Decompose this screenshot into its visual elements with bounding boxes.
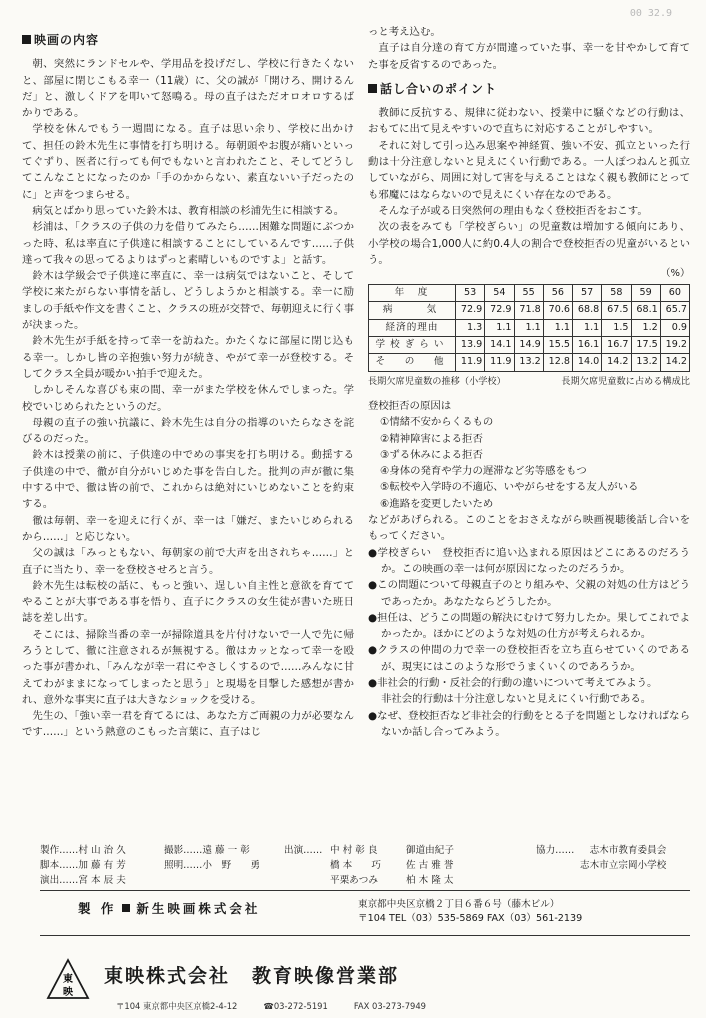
absence-stats-table [368,284,690,371]
table-caption-left: 長期欠席児童数の推移（小学校） [368,375,506,387]
credits-cast-2 [406,843,454,888]
left-column [22,26,354,741]
credit-line: 撮影……遠 藤 一 彰 [164,845,250,856]
distributor-contact: 〒104 東京都中央区京橋2-4-12 ☎03-272-5191 FAX 03-273-7949 [116,1001,427,1011]
table-value-cell: 12.8 [543,354,572,371]
table-value-cell: 1.3 [456,319,485,336]
cause-item: ⑤転校や入学時の不適応、いやがらせをする友人がいる [380,481,639,494]
table-value-cell: 14.2 [602,354,631,371]
table-value-cell: 15.5 [543,337,572,354]
table-value-cell: 1.1 [485,319,514,336]
toei-logo-icon [46,958,90,1002]
square-bullet-icon [368,84,377,93]
distributor-company: 東映株式会社 [104,965,231,987]
square-bullet-icon [22,35,31,44]
table-row-label: 学校ぎらい [369,337,456,354]
table-value-cell: 1.2 [631,319,660,336]
archive-stamp: 00 32.9 [629,8,672,19]
divider-top [40,890,690,891]
table-value-cell: 16.1 [573,337,602,354]
table-value-cell: 68.8 [573,302,602,319]
table-value-cell: 14.1 [485,337,514,354]
discussion-point [368,708,690,741]
causes-outro: などがあげられる。このことをおさえながら映画視聴後話し合いをもってください。 [368,514,690,543]
discussion-point-text: 担任は、どうこの問題の解決にむけて努力したか。果してこれでよかったか。ほかにどのような対処の仕方が考えられるか。 [377,611,690,641]
discussion-point-text: この問題について母親直子のとり組みや、父親の対処の仕方はどうであったか。あなたならどうしたか。 [377,579,690,608]
discussion-point-text: なぜ、登校拒否など非社会的行動をとる子を問題としなければならないか話し合ってみよう。 [377,709,690,738]
credit-line: 御道由紀子 [406,845,454,856]
discussion-point [368,545,690,578]
table-row [369,319,690,336]
table-value-cell: 19.2 [660,337,689,354]
credit-line: 柏 木 隆 太 [406,875,454,886]
table-value-cell: 14.2 [660,354,689,371]
svg-text:東: 東 [63,974,73,985]
svg-text:映: 映 [63,987,73,998]
synopsis-paragraph: 朝、突然にランドセルや、学用品を投げだし、学校に行きたくないと、部屋に閉じこもる幸一（11歳）に、父の誠が「開けろ、開けるんだ」と、激しくドアを叩いて怒鳴る。母の直子はただオロオロするばかりである。 [22,58,354,120]
discussion-point [368,675,690,708]
table-value-cell: 1.5 [602,319,631,336]
cause-item: ③ずる休みによる拒否 [380,448,483,461]
table-header-label: 年 度 [369,285,456,302]
right-column [368,24,690,740]
table-year-cell: 57 [573,285,602,302]
table-value-cell: 71.8 [514,302,543,319]
table-year-cell: 56 [543,285,572,302]
credit-line: 志木市教育委員会 [589,845,667,856]
table-value-cell: 13.2 [514,354,543,371]
table-value-cell: 11.9 [456,354,485,371]
credit-line: 製作……村 山 治 久 [40,845,126,856]
discussion-paragraph: そんな子が或る日突然何の理由もなく登校拒否をおこす。 [378,204,648,217]
table-year-cell: 60 [660,285,689,302]
synopsis-paragraph: 先生の、「強い幸一君を育てるには、あなた方ご両親の力が必要なんです……」という熱意のこもった言葉に、直子はじ [22,710,354,739]
table-captions [368,374,690,390]
table-row [369,302,690,319]
credits-cast-label: 出演…… [284,845,323,856]
distributor-name [104,961,421,988]
discussion-point [368,642,690,675]
discussion-paragraph: それに対して引っ込み思案や神経質、強い不安、孤立といった行動は十分注意しないと見えにくい行動である。一人ぽつねんと孤立していながら、周囲に対して害を与えることはなく親も教師にとっても邪魔にはならないので見えにくい存在なのである。 [368,139,690,201]
table-year-cell: 55 [514,285,543,302]
credit-line: 橋 本 巧 [330,860,382,871]
credits-coop-label: 協力…… [536,845,575,856]
discussion-points [368,545,690,741]
discussion-point-note: 非社会的行動は十分注意しないと見えにくい行動である。 [381,693,652,706]
table-value-cell: 1.1 [514,319,543,336]
table-value-cell: 1.1 [573,319,602,336]
synopsis-paragraph: 父の誠は「みっともない、毎朝家の前で大声を出されちゃ……」と直子に当たり、幸一を登校させろと言う。 [22,547,354,576]
table-row [369,337,690,354]
cause-item: ④身体の発育や学力の遅滞など劣等感をもつ [380,465,587,478]
credit-line: 平栗あつみ [330,875,378,886]
table-value-cell: 13.9 [456,337,485,354]
bullet-icon: ● [368,546,378,559]
table-caption-right: 長期欠席児童数に占める構成比 [561,375,690,387]
synopsis-paragraph: 鈴木先生は転校の話に、もっと強い、逞しい自主性と意欲を育ててやることが大事である事を悟り、直子にクラスの女生徒が書いた班日誌を差し出す。 [22,579,354,625]
table-year-cell: 53 [456,285,485,302]
section-title-discussion: 話し合いのポイント [368,81,690,97]
synopsis-paragraph: 病気とばかり思っていた鈴木は、教育相談の杉浦先生に相談する。 [32,204,345,217]
synopsis-paragraph: 鈴木は授業の前に、子供達の中でめの事実を打ち明ける。動揺する子供達の中で、徹が自分がいじめた事を告白した。批判の声が徹に集中する中で、徹は皆の前で、これからは絶対にいじめないことを約束する。 [22,449,354,511]
bullet-icon: ● [368,611,378,624]
producer-company: 新生映画株式会社 [136,901,261,916]
table-value-cell: 17.5 [631,337,660,354]
causes-intro: 登校拒否の原因は [368,399,452,412]
distributor-division: 教育映像営業部 [252,965,400,987]
table-value-cell: 1.1 [543,319,572,336]
table-row-label: 病 気 [369,302,456,319]
credits-staff [40,843,126,888]
discussion-point-text: クラスの仲間の力で幸一の登校拒否を立ち直らせていくのであるが、現実にはこのような形でうまくいくのであろうか。 [377,644,690,673]
table-year-cell: 54 [485,285,514,302]
credit-line: 中 村 彰 良 [330,845,378,856]
synopsis-paragraph: 鈴木は学級会で子供達に率直に、幸一は病気ではないこと、そして学校に来たがらない事情を話し、どうしようかと相談する。幸一に励ましの手紙や作文を書くこと、クラスの班が交替で、毎朝迎えに行く事が決まった。 [22,270,354,332]
discussion-point [368,610,690,643]
table-row-label: 経済的理由 [369,319,456,336]
synopsis-paragraph: 鈴木先生が手紙を持って幸一を訪ねた。かたくなに部屋に閉じ込もる幸一。しかし皆の辛抱強い努力が続き、やがて幸一が登校する。そしてクラス全員が暖かい拍手で迎えた。 [22,335,354,380]
producer-address: 東京都中央区京橋２丁目６番６号（藤木ビル） 〒104 TEL（03）535-5869 FAX（03）561-2139 [358,899,583,924]
credit-line: 志木市立宗岡小学校 [580,860,667,871]
bullet-icon: ● [368,579,378,592]
synopsis-paragraph: しかしそんな喜びも束の間、幸一がまた学校を休んでしまった。学校でいじめられたというのだ。 [22,384,354,413]
table-value-cell: 65.7 [660,302,689,319]
table-row [369,354,690,371]
table-year-cell: 58 [602,285,631,302]
table-value-cell: 70.6 [543,302,572,319]
discussion-paragraph: 教師に反抗する、規律に従わない、授業中に騒ぐなどの行動は、おもてに出て見えやすいので直ちに対応することがしやすい。 [368,107,690,136]
credit-line: 佐 古 雅 誉 [406,860,454,871]
square-bullet-icon [122,904,130,912]
table-value-cell: 16.7 [602,337,631,354]
discussion-point-text: 非社会的行動・反社会的行動の違いについて考えてみよう。 [377,676,658,689]
table-value-cell: 67.5 [602,302,631,319]
divider-bottom [40,935,690,936]
synopsis-paragraph: 徹は毎朝、幸一を迎えに行くが、幸一は「嫌だ、またいじめられるから……」と応じない。 [22,514,354,543]
credits-tech [164,843,260,873]
table-year-cell: 59 [631,285,660,302]
table-value-cell: 0.9 [660,319,689,336]
synopsis-continuation: っと考え込む。 [368,26,441,38]
table-value-cell: 13.2 [631,354,660,371]
table-value-cell: 72.9 [456,302,485,319]
synopsis-paragraph: そこには、掃除当番の幸一が掃除道具を片付けないで一人で先に帰ろうとして、徹に注意されるが無視する。徹はカッとなって幸一を殴った事が書かれ、「みんなが幸一君にやさしくするので……みんなに甘えてわがままになってしまったと思う」と現場を目撃した感想が書かれ、意外な事実に直子は大きなショックを受ける。 [22,628,354,706]
discussion-paragraph: 次の表をみても「学校ぎらい」の児童数は増加する傾向にあり、小学校の場合1,000人に約0.4人の割合で登校拒否の児童がいるという。 [368,221,690,266]
section-title-synopsis: 映画の内容 [22,32,354,48]
table-value-cell: 14.9 [514,337,543,354]
table-value-cell: 11.9 [485,354,514,371]
table-unit: （%） [660,268,690,280]
table-value-cell: 14.0 [573,354,602,371]
table-header-row [369,285,690,302]
credits-cast-1 [330,843,381,888]
table-row-label: そ の 他 [369,354,456,371]
synopsis-paragraph: 杉浦は、「クラスの子供の力を借りてみたら……困難な問題にぶつかった時、私は率直に子供達に相談することにしているんです……子供達って我々の思ってるよりはずっと素晴しいものですよ」と話す。 [22,221,354,266]
cause-item: ①情緒不安からくるもの [380,416,494,429]
table-value-cell: 72.9 [485,302,514,319]
bullet-icon: ● [368,676,378,689]
bullet-icon: ● [368,644,378,657]
credits-coop [580,843,666,873]
producer: 製 作 新生映画株式会社 [78,901,261,916]
discussion-point [368,577,690,610]
bullet-icon: ● [368,709,378,722]
table-value-cell: 68.1 [631,302,660,319]
synopsis-continuation: 直子は自分達の育て方が間違っていた事、幸一を甘やかして育てた事を反省するのであった。 [368,42,690,71]
discussion-point-text: 学校ぎらい 登校拒否に追い込まれる原因はどこにあるのだろうか。この映画の幸一は何が原因になったのだろうか。 [377,546,690,575]
synopsis-paragraph: 母親の直子の強い抗議に、鈴木先生は自分の指導のいたらなさを詫びるのだった。 [22,416,354,446]
credit-line: 脚本……加 藤 有 芳 [40,860,126,871]
credit-line: 照明……小 野 勇 [164,860,260,871]
causes-list [368,414,690,512]
cause-item: ⑥進路を変更したいため [380,497,494,510]
cause-item: ②精神障害による拒否 [380,432,483,445]
credit-line: 演出……宮 本 辰 夫 [40,875,126,886]
synopsis-paragraph: 学校を休んでもう一週間になる。直子は思い余り、学校に出かけて、担任の鈴木先生に事情を打ち明ける。毎朝頭やお腹が痛いといってぐずり、医者に行っても何でもないと言われたこと、そしてどうしてこんなことになったのか「手のかからない、素直ないい子だったのに」と声をつまらせる。 [22,123,354,201]
